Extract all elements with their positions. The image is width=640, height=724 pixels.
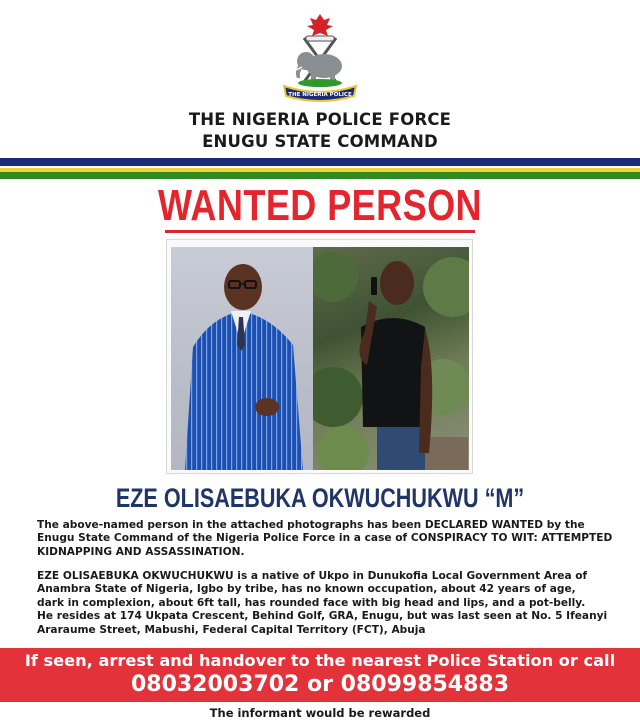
nigeria-police-crest-icon <box>278 12 362 104</box>
org-name: THE NIGERIA POLICE FORCE <box>188 110 452 129</box>
description-line: Araraume Street, Mabushi, Federal Capital Territory (FCT), Abuja <box>37 623 426 636</box>
description-line: dark in complexion, about 6ft tall, has rounded face with big head and lips, and a pot-belly. <box>37 596 586 609</box>
banner-phone-numbers <box>0 671 640 699</box>
suspect-name: EZE OLISAEBUKA OKWUCHUKWU “M” <box>115 483 525 513</box>
declaration-paragraph <box>37 519 617 559</box>
description-line: Anambra State of Nigeria, Igbo by tribe, has no known occupation, about 42 years of age, <box>37 583 576 596</box>
photo-suspect-phone <box>313 247 469 470</box>
reward-notice: The informant would be rewarded <box>209 706 431 720</box>
stripe-navy <box>0 158 640 166</box>
description-line: He resides at 174 Ukpata Crescent, Behind Golf, GRA, Enugu, but was last seen at No. 5 Ifeanyi <box>37 610 608 623</box>
declaration-line: The above-named person in the attached photographs has been DECLARED WANTED by the <box>37 519 585 531</box>
wanted-title: WANTED PERSON <box>157 181 483 230</box>
svg-text:THE NIGERIA POLICE: THE NIGERIA POLICE <box>288 92 352 98</box>
declaration-line: Enugu State Command of the Nigeria Police Force in a case of CONSPIRACY TO WIT: ATTEMPTED <box>37 532 613 545</box>
stripe-green <box>0 172 640 179</box>
declaration-line: KIDNAPPING AND ASSASSINATION. <box>37 545 245 558</box>
description-line: EZE OLISAEBUKA OKWUCHUKWU is a native of Ukpo in Dunukofia Local Government Area of <box>37 570 588 582</box>
command-name: ENUGU STATE COMMAND <box>202 132 438 151</box>
banner-instruction: If seen, arrest and handover to the nearest Police Station or call <box>24 651 616 670</box>
photo-suspect-blue-suit <box>171 247 313 470</box>
description-paragraph <box>37 570 617 637</box>
title-underline <box>165 230 475 233</box>
phone-separator: or <box>307 672 333 697</box>
phone-number-2[interactable]: 08099854883 <box>340 672 510 697</box>
phone-number-1[interactable]: 08032003702 <box>130 672 300 697</box>
